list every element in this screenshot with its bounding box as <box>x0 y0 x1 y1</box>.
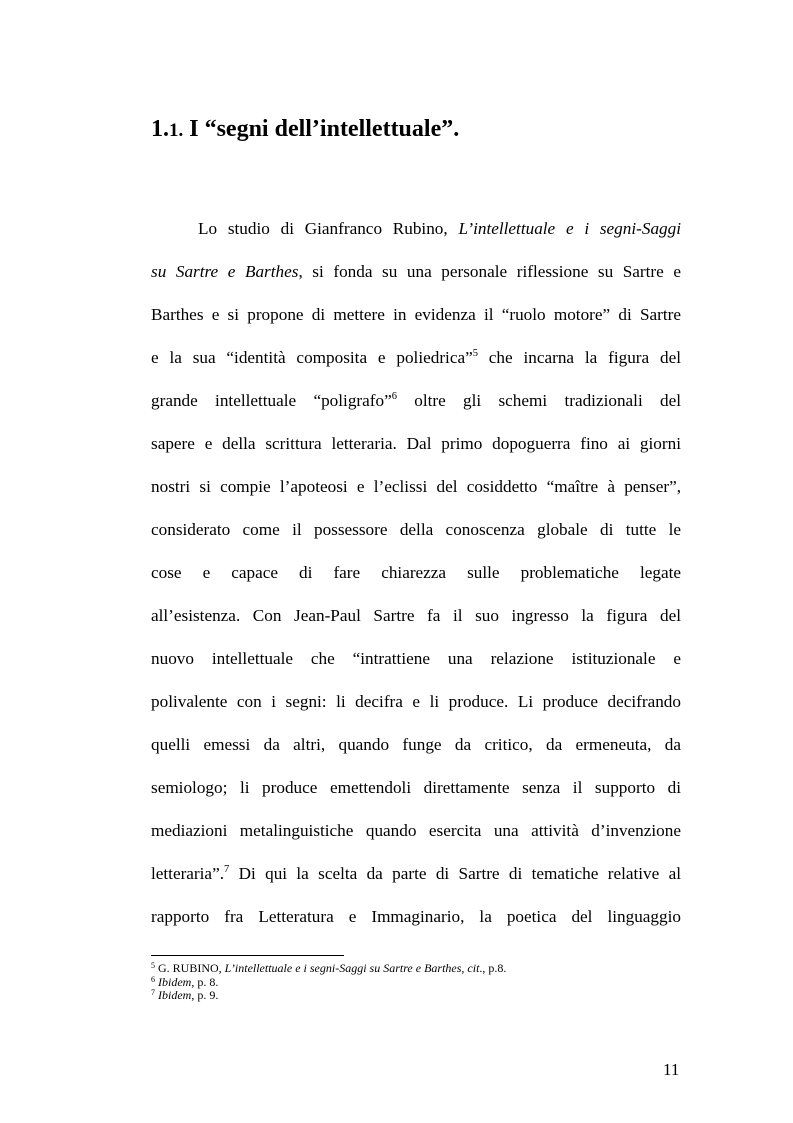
section-title-text: I “segni dell’intellettuale”. <box>183 116 460 142</box>
text-run: semiologo; li produce emettendoli direttamente senza il supporto di <box>151 778 681 797</box>
text-line <box>151 856 681 899</box>
footnote-separator <box>151 955 344 956</box>
text-line <box>151 555 681 598</box>
footnote-item <box>151 989 506 1003</box>
text-run: e la sua “identità composita e poliedrica” <box>151 348 473 367</box>
text-line <box>151 598 681 641</box>
body-paragraph <box>151 211 681 942</box>
section-number-minor: 1. <box>169 120 184 141</box>
text-run: quelli emessi da altri, quando funge da critico, da ermeneuta, da <box>151 735 681 754</box>
footnote-number: 7 <box>151 988 155 997</box>
text-line <box>151 426 681 469</box>
text-run: Di qui la scelta da parte di Sartre di tematiche relative al <box>229 864 681 883</box>
footnote-item <box>151 962 506 976</box>
text-line <box>151 211 681 254</box>
page-number: 11 <box>663 1060 680 1079</box>
text-run: nuovo intellettuale che “intrattiene una relazione istituzionale e <box>151 649 681 668</box>
text-run: all’esistenza. Con Jean-Paul Sartre fa il suo ingresso la figura del <box>151 606 681 625</box>
text-line <box>151 383 681 426</box>
footnote-number: 5 <box>151 961 155 970</box>
section-number-major: 1. <box>151 116 169 142</box>
text-run: rapporto fra Letteratura e Immaginario, la poetica del linguaggio <box>151 907 681 926</box>
footnote-ref: 5 <box>472 348 478 359</box>
text-run: polivalente con i segni: li decifra e li produce. Li produce decifrando <box>151 692 681 711</box>
text-run: nostri si compie l’apoteosi e l’eclissi del cosiddetto “maître à penser”, <box>151 477 681 496</box>
italic-text: L’intellettuale e i segni-Saggi <box>458 219 681 238</box>
text-line <box>151 469 681 512</box>
text-run: , si fonda su una personale riflessione su Sartre e <box>298 262 681 281</box>
footnotes <box>151 962 506 1003</box>
text-line <box>151 512 681 555</box>
text-run: sapere e della scrittura letteraria. Dal primo dopoguerra fino ai giorni <box>151 434 681 453</box>
text-run: , p. 8. <box>191 974 219 989</box>
text-line <box>151 297 681 340</box>
footnote-ref: 6 <box>391 391 397 402</box>
text-line <box>151 254 681 297</box>
text-run: , p. 9. <box>191 988 219 1002</box>
text-run: oltre gli schemi tradizionali del <box>396 391 682 410</box>
italic-text: su Sartre e Barthes <box>151 262 299 281</box>
text-run: considerato come il possessore della conoscenza globale di tutte le <box>151 520 681 539</box>
text-run: Lo studio di Gianfranco Rubino, <box>198 219 459 238</box>
text-run: mediazioni metalinguistiche quando esercita una attività d’invenzione <box>151 821 681 840</box>
text-line <box>151 813 681 856</box>
text-run: letteraria”. <box>151 864 224 883</box>
text-line <box>151 770 681 813</box>
text-run: cose e capace di fare chiarezza sulle problematiche legate <box>151 563 681 582</box>
text-line <box>151 340 681 383</box>
text-run: che incarna la figura del <box>477 348 681 367</box>
footnote-item <box>151 976 506 990</box>
italic-text: Ibidem <box>158 974 192 989</box>
section-heading <box>151 115 459 145</box>
text-run: G. RUBINO, <box>155 961 225 975</box>
text-line <box>151 727 681 770</box>
text-line <box>151 684 681 727</box>
italic-text: L’intellettuale e i segni-Saggi su Sartre e Barthes, cit <box>224 961 480 975</box>
footnote-number: 6 <box>151 974 155 984</box>
italic-text: Ibidem <box>158 988 192 1002</box>
text-run: Barthes e si propone di mettere in evidenza il “ruolo motore” di Sartre <box>151 305 681 324</box>
text-line <box>151 899 681 942</box>
footnote-ref: 7 <box>224 864 230 875</box>
text-line <box>151 641 681 684</box>
text-run: grande intellettuale “poligrafo” <box>151 391 392 410</box>
text-run: ., p.8. <box>479 961 507 975</box>
